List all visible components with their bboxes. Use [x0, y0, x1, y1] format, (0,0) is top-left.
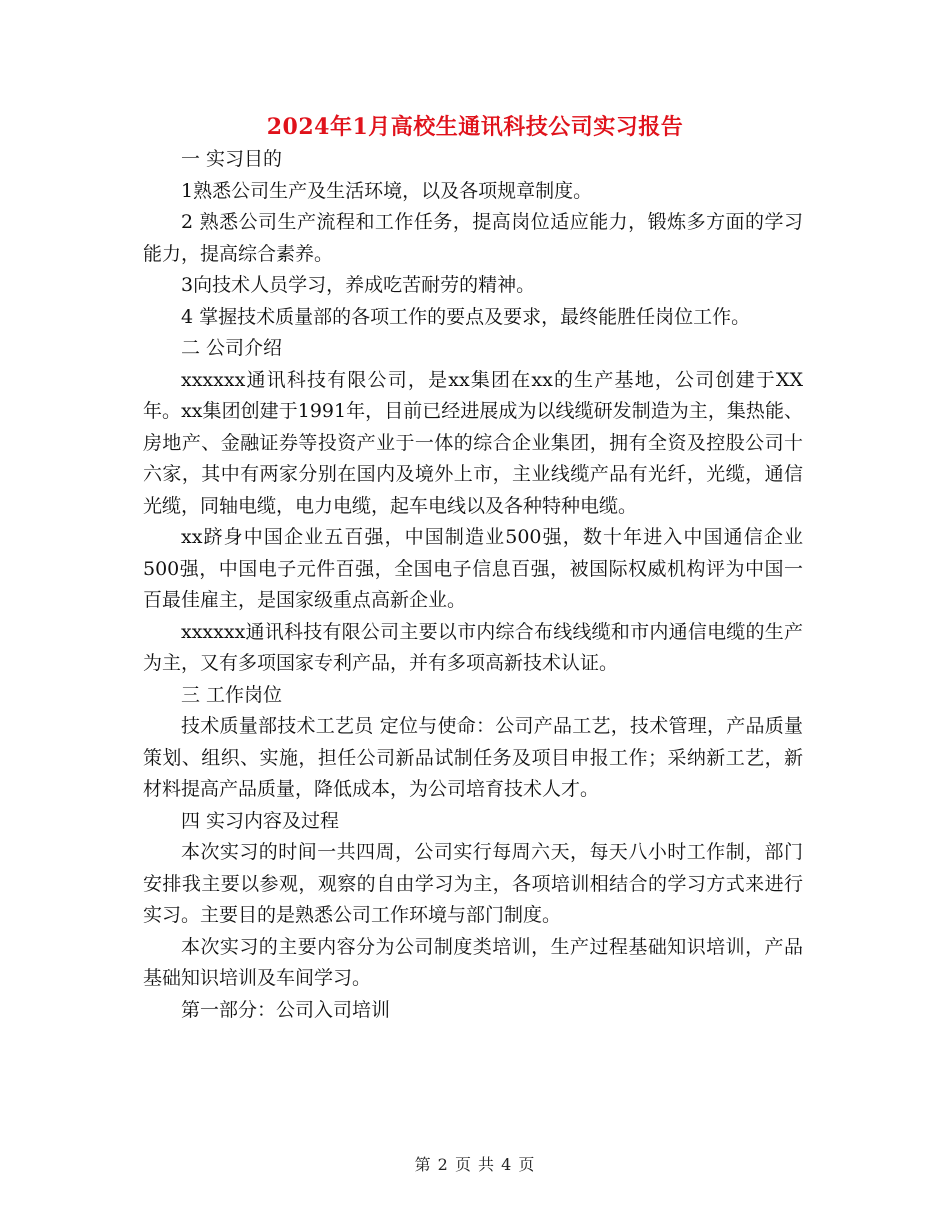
section-heading: 四 实习内容及过程 [181, 809, 340, 832]
paragraph: 4 掌握技术质量部的各项工作的要点及要求，最终能胜任岗位工作。 [181, 305, 751, 328]
paragraph: xxxxxx通讯科技有限公司主要以市内综合布线线缆和市内通信电缆的生产为主，又有多项国家专利产品，并有多项高新技术认证。 [143, 620, 803, 674]
paragraph: xxxxxx通讯科技有限公司，是xx集团在xx的生产基地，公司创建于XX年。xx集团创建于1991年，目前已经进展成为以线缆研发制造为主，集热能、房地产、金融证券等投资产业于一体的综合企业集团，拥有全资及控股公司十六家，其中有两家分别在国内及境外上市，主业线缆产品有光纤，光缆，通信光缆，同轴电缆，电力电缆，起车电线以及各种特种电缆。 [143, 368, 803, 517]
section-heading: 二 公司介绍 [181, 337, 283, 359]
paragraph: 本次实习的主要内容分为公司制度类培训，生产过程基础知识培训，产品基础知识培训及车间学习。 [143, 935, 803, 989]
paragraph: xx跻身中国企业五百强，中国制造业500强，数十年进入中国通信企业500强，中国电子元件百强，全国电子信息百强，被国际权威机构评为中国一百最佳雇主，是国家级重点高新企业。 [143, 526, 803, 611]
paragraph: 3向技术人员学习，养成吃苦耐劳的精神。 [181, 274, 536, 296]
paragraph: 本次实习的时间一共四周，公司实行每周六天，每天八小时工作制，部门安排我主要以参观，观察的自由学习为主，各项培训相结合的学习方式来进行实习。主要目的是熟悉公司工作环境与部门制度。 [143, 841, 803, 926]
section-heading: 三 工作岗位 [181, 683, 283, 706]
section-heading: 一 实习目的 [181, 148, 283, 170]
paragraph: 1熟悉公司生产及生活环境，以及各项规章制度。 [181, 179, 593, 202]
document-body [143, 144, 803, 1026]
paragraph: 技术质量部技术工艺员 定位与使命：公司产品工艺，技术管理，产品质量策划、组织、实施，担任公司新品试制任务及项目申报工作；采纳新工艺，新材料提高产品质量，降低成本，为公司培育技术人才。 [143, 715, 803, 800]
page-number-footer: 第 2 页 共 4 页 [414, 1155, 536, 1174]
document-title: 2024年1月高校生通讯科技公司实习报告 [266, 114, 684, 140]
paragraph: 第一部分：公司入司培训 [181, 998, 391, 1021]
paragraph: 2 熟悉公司生产流程和工作任务，提高岗位适应能力，锻炼多方面的学习能力，提高综合素养。 [143, 211, 803, 265]
